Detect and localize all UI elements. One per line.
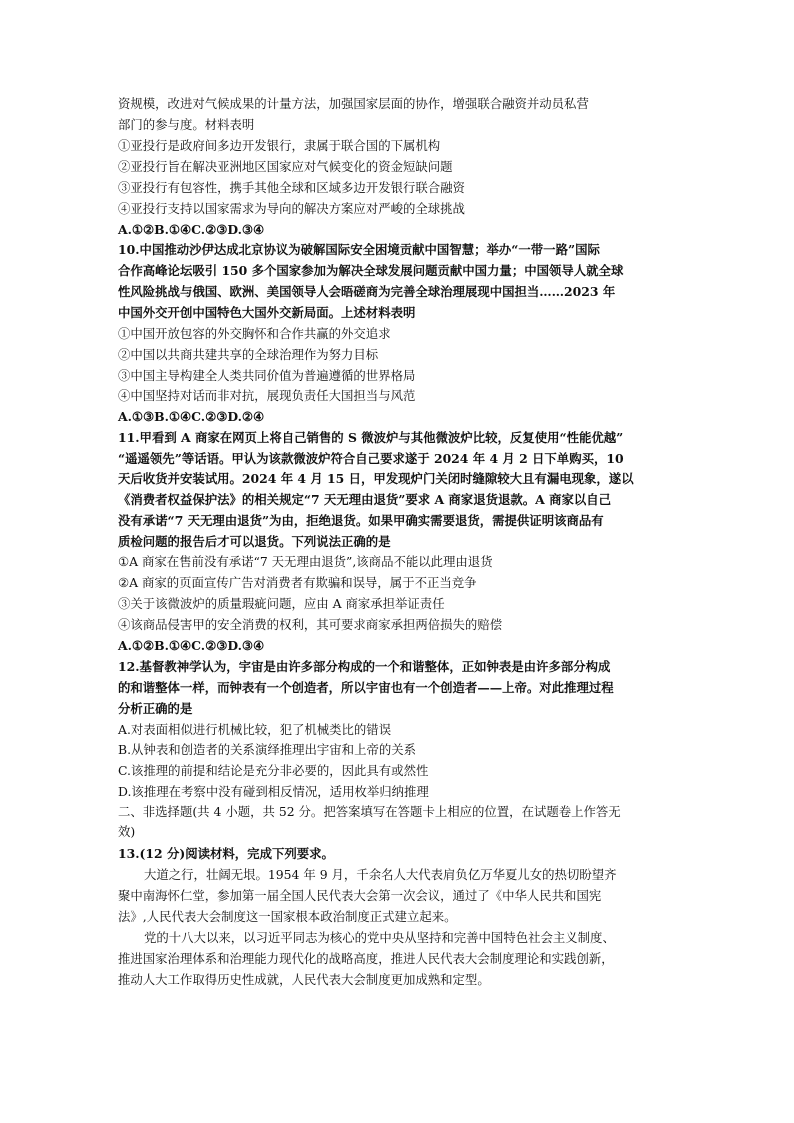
text-line: ②中国以共商共建共享的全球治理作为努力目标 (118, 347, 379, 362)
text-line: 效) (118, 824, 136, 839)
text-line: ①A 商家在售前没有承诺“7 天无理由退货”,该商品不能以此理由退货 (118, 554, 493, 569)
text-line: 党的十八大以来，以习近平同志为核心的党中央从坚持和完善中国特色社会主义制度、 (144, 930, 615, 945)
text-line: 二、非选择题(共 4 小题，共 52 分。把答案填写在答题卡上相应的位置，在试题卷上作答无 (118, 804, 621, 819)
text-line: 部门的参与度。材料表明 (118, 117, 255, 132)
text-line: 天后收货并安装试用。2024 年 4 月 15 日，甲发现炉门关闭时缝隙较大且有漏电现象，遂以 (118, 471, 634, 486)
text-line: ②A 商家的页面宣传广告对消费者有欺骗和误导，属于不正当竞争 (118, 575, 477, 590)
text-line: 法》,人民代表大会制度这一国家根本政治制度正式建立起来。 (118, 909, 457, 924)
text-line: ④亚投行支持以国家需求为导向的解决方案应对严峻的全球挑战 (118, 201, 465, 216)
text-line: 11.甲看到 A 商家在网页上将自己销售的 S 微波炉与其他微波炉比较，反复使用“性能优越” (118, 430, 624, 445)
text-line: ③中国主导构建全人类共同价值为普遍遵循的世界格局 (118, 368, 416, 383)
text-line: A.对表面相似进行机械比较，犯了机械类比的错误 (118, 722, 392, 737)
text-line: 12.基督教神学认为，宇宙是由许多部分构成的一个和谐整体，正如钟表是由许多部分构成 (118, 659, 611, 674)
text-line: C.该推理的前提和结论是充分非必要的，因此具有或然性 (118, 763, 429, 778)
text-line: ③关于该微波炉的质量瑕疵问题，应由 A 商家承担举证责任 (118, 596, 445, 611)
text-line: B.从钟表和创造者的关系演绎推理出宇宙和上帝的关系 (118, 742, 417, 757)
text-line: A.①③B.①④C.②③D.②④ (118, 409, 265, 424)
text-line: ①亚投行是政府间多边开发银行，隶属于联合国的下属机构 (118, 138, 441, 153)
text-line: 《消费者权益保护法》的相关规定“7 天无理由退货”要求 A 商家退货退款。A 商家以自己 (118, 492, 612, 507)
text-line: 推动人大工作取得历史性成就，人民代表大会制度更加成熟和定型。 (118, 972, 490, 987)
text-line: 的和谐整体一样，而钟表有一个创造者，所以宇宙也有一个创造者——上帝。对此推理过程 (118, 680, 614, 695)
text-line: 中国外交开创中国特色大国外交新局面。上述材料表明 (118, 305, 416, 320)
text-line: 分析正确的是 (118, 701, 193, 716)
text-line: 没有承诺“7 天无理由退货”为由，拒绝退货。如果甲确实需要退货，需提供证明该商品有 (118, 513, 604, 528)
text-line: 性风险挑战与俄国、欧洲、美国领导人会晤磋商为完善全球治理展现中国担当……2023 年 (118, 284, 616, 299)
text-line: “遥遥领先”等话语。甲认为该款微波炉符合自己要求遂于 2024 年 4 月 2 日下单购买，10 (118, 451, 624, 466)
text-line: A.①②B.①④C.②③D.③④ (118, 638, 265, 653)
text-line: ①中国开放包容的外交胸怀和合作共赢的外交追求 (118, 326, 391, 341)
text-line: 推进国家治理体系和治理能力现代化的战略高度，推进人民代表大会制度理论和实践创新， (118, 951, 614, 966)
text-line: D.该推理在考察中没有碰到相反情况，适用枚举归纳推理 (118, 784, 429, 799)
text-line: ④该商品侵害甲的安全消费的权利，其可要求商家承担两倍损失的赔偿 (118, 617, 503, 632)
text-line: ③亚投行有包容性，携手其他全球和区域多边开发银行联合融资 (118, 180, 465, 195)
text-line: 质检问题的报告后才可以退货。下列说法正确的是 (118, 534, 391, 549)
text-line: A.①②B.①④C.②③D.③④ (118, 222, 265, 237)
text-line: 13.(12 分)阅读材料，完成下列要求。 (118, 846, 334, 861)
text-line: 聚中南海怀仁堂，参加第一届全国人民代表大会第一次会议，通过了《中华人民共和国宪 (118, 888, 602, 903)
text-line: ②亚投行旨在解决亚洲地区国家应对气候变化的资金短缺问题 (118, 159, 453, 174)
text-line: 合作高峰论坛吸引 150 多个国家参加为解决全球发展问题贡献中国力量；中国领导人就全球 (118, 263, 624, 278)
text-line: 10.中国推动沙伊达成北京协议为破解国际安全困境贡献中国智慧；举办“一带一路”国际 (118, 242, 600, 257)
text-line: ④中国坚持对话而非对抗，展现负责任大国担当与风范 (118, 388, 416, 403)
text-line: 大道之行，壮阔无垠。1954 年 9 月，千余名人大代表肩负亿万华夏儿女的热切盼望齐 (144, 867, 617, 882)
text-line: 资规模，改进对气候成果的计量方法，加强国家层面的协作，增强联合融资并动员私营 (118, 96, 589, 111)
